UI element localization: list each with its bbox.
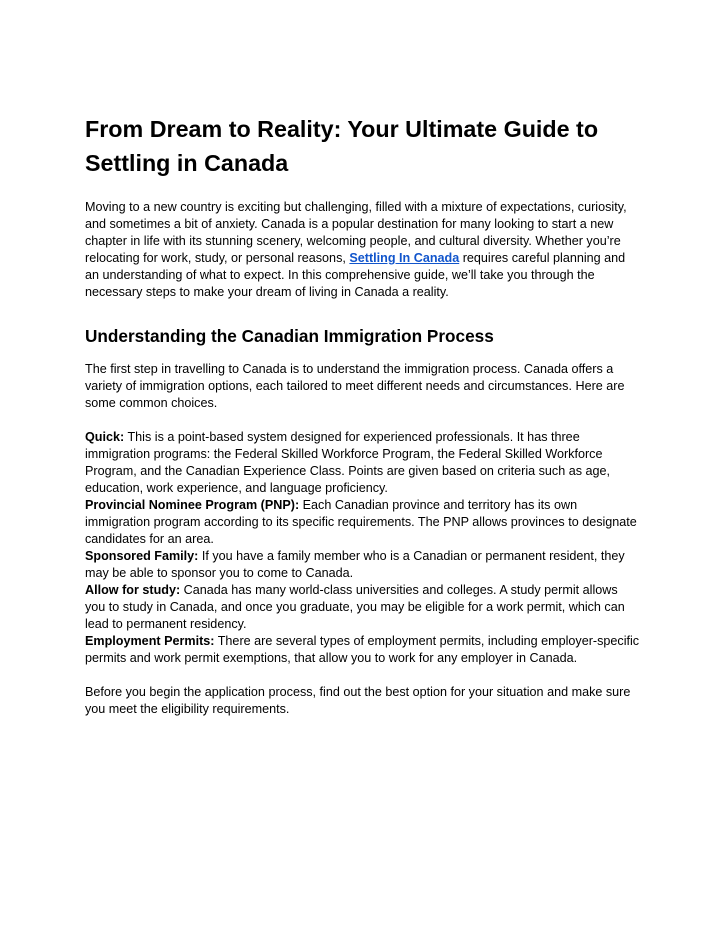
intro-text-end: requires careful planning and an understanding of what to expect. In this comprehensive guide, we’ll take you through the necessary steps to make your dream of living in Canada a reality. xyxy=(85,251,626,299)
option-express-entry xyxy=(85,429,640,497)
option-description: If you have a family member who is a Canadian or permanent resident, they may be able to sponsor you to come to Canada. xyxy=(85,549,625,580)
section-intro-paragraph: The first step in travelling to Canada is to understand the immigration process. Canada offers a variety of immigration options, each tailored to meet different needs and circumstances. Here are some common choices. xyxy=(85,362,625,410)
document-page xyxy=(85,113,640,718)
blank-line xyxy=(85,667,640,684)
closing-paragraph: Before you begin the application process, find out the best option for your situation and make sure you meet the eligibility requirements. xyxy=(85,685,631,716)
settling-in-canada-link[interactable]: Settling In Canada xyxy=(349,251,460,265)
option-family-sponsorship xyxy=(85,548,640,582)
option-pnp xyxy=(85,497,640,548)
page-title: From Dream to Reality: Your Ultimate Guide to Settling in Canada xyxy=(85,116,599,176)
option-term: Employment Permits: xyxy=(85,634,215,648)
option-description: There are several types of employment permits, including employer-specific permits and work permit exemptions, that allow you to work for any employer in Canada. xyxy=(85,634,640,665)
option-study-permit xyxy=(85,582,640,633)
option-term: Allow for study: xyxy=(85,583,181,597)
option-term: Sponsored Family: xyxy=(85,549,199,563)
intro-paragraph xyxy=(85,199,640,301)
option-description: Canada has many world-class universities and colleges. A study permit allows you to study in Canada, and once you graduate, you may be eligible for a work permit, which can lead to permanent residency. xyxy=(85,583,625,631)
intro-text-start: Moving to a new country is exciting but challenging, filled with a mixture of expectations, curiosity, and sometimes a bit of anxiety. Canada is a popular destination for many looking to start a new chapter in life with its stunning scenery, welcoming people, and cultural diversity. Whether you’re relocating for work, study, or personal reasons, xyxy=(85,200,627,265)
immigration-options-list xyxy=(85,429,640,667)
option-description: Each Canadian province and territory has its own immigration program according to its specific requirements. The PNP allows provinces to designate candidates for an area. xyxy=(85,498,637,546)
option-work-permits xyxy=(85,633,640,667)
option-description: This is a point-based system designed for experienced professionals. It has three immigration programs: the Federal Skilled Workforce Program, the Federal Skilled Workforce Program, and the Canadian Experience Class. Points are given based on criteria such as age, education, work experience, and language proficiency. xyxy=(85,430,611,495)
blank-line xyxy=(85,412,640,429)
option-term: Provincial Nominee Program (PNP): xyxy=(85,498,300,512)
option-term: Quick: xyxy=(85,430,125,444)
section-heading: Understanding the Canadian Immigration Process xyxy=(85,326,494,346)
